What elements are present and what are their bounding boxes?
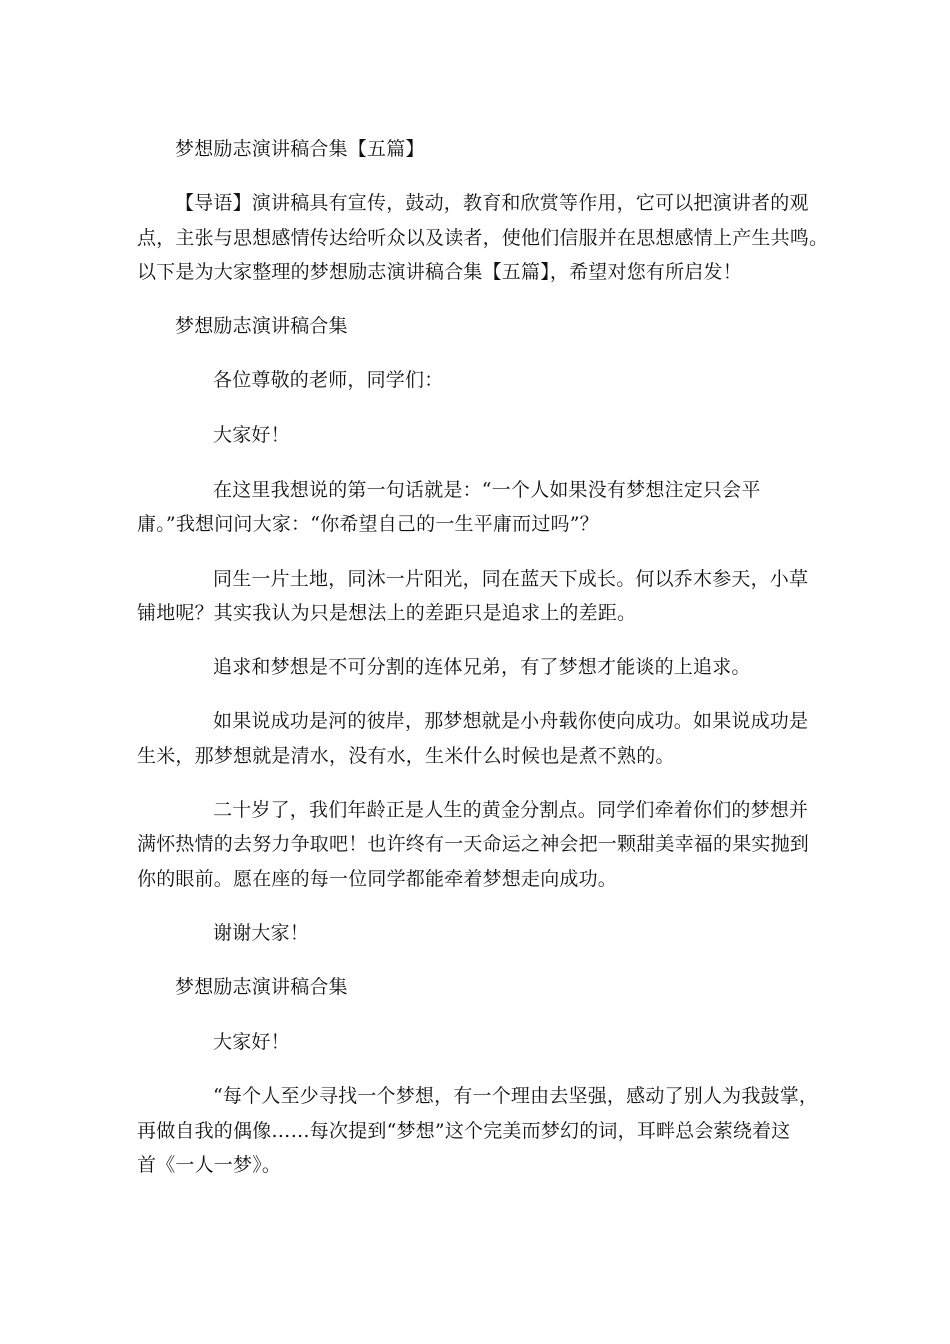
intro-line-2: 点，主张与思想感情传达给听众以及读者，使他们信服并在思想感情上产生共鸣。 bbox=[137, 227, 829, 249]
document-title: 梦想励志演讲稿合集【五篇】 bbox=[175, 138, 425, 160]
section1-p5-line-1: 二十岁了，我们年龄正是人生的黄金分割点。同学们牵着你们的梦想并 bbox=[213, 799, 809, 821]
section2-heading: 梦想励志演讲稿合集 bbox=[175, 976, 348, 998]
intro-line-3: 以下是为大家整理的梦想励志演讲稿合集【五篇】，希望对您有所启发！ bbox=[137, 261, 742, 283]
section2-greeting: 大家好！ bbox=[213, 1031, 290, 1053]
section2-p1-line-3: 首《一人一梦》。 bbox=[137, 1154, 282, 1176]
section1-p2-line-2: 铺地呢？其实我认为只是想法上的差距只是追求上的差距。 bbox=[137, 602, 637, 624]
section1-p5-line-3: 你的眼前。愿在座的每一位同学都能牵着梦想走向成功。 bbox=[137, 868, 618, 890]
section2-p1-line-2: 再做自我的偶像……每次提到“梦想”这个完美而梦幻的词，耳畔总会萦绕着这 bbox=[137, 1120, 791, 1142]
section2-p1-line-1: “每个人至少寻找一个梦想，有一个理由去坚强，感动了别人为我鼓掌， bbox=[213, 1085, 819, 1107]
section1-p1-line-1: 在这里我想说的第一句话就是：“一个人如果没有梦想注定只会平 bbox=[213, 479, 761, 501]
section1-p5-line-2: 满怀热情的去努力争取吧！也许终有一天命运之神会把一颗甜美幸福的果实抛到 bbox=[137, 833, 810, 855]
section1-p4-line-2: 生米，那梦想就是清水，没有水，生米什么时候也是煮不熟的。 bbox=[137, 745, 675, 767]
section1-p3-line-1: 追求和梦想是不可分割的连体兄弟，有了梦想才能谈的上追求。 bbox=[213, 656, 751, 678]
section1-heading: 梦想励志演讲稿合集 bbox=[175, 315, 348, 337]
section1-closing: 谢谢大家！ bbox=[213, 922, 310, 944]
section1-greeting: 大家好！ bbox=[213, 424, 290, 446]
section1-p4-line-1: 如果说成功是河的彼岸，那梦想就是小舟载你使向成功。如果说成功是 bbox=[213, 710, 809, 732]
section1-p2-line-1: 同生一片土地，同沐一片阳光，同在蓝天下成长。何以乔木参天，小草 bbox=[213, 568, 809, 590]
intro-line-1: 【导语】演讲稿具有宣传，鼓动，教育和欣赏等作用，它可以把演讲者的观 bbox=[175, 192, 809, 214]
section1-p1-line-2: 庸。”我想问问大家：“你希望自己的一生平庸而过吗”？ bbox=[137, 513, 599, 535]
section1-salutation: 各位尊敬的老师，同学们： bbox=[213, 369, 444, 391]
